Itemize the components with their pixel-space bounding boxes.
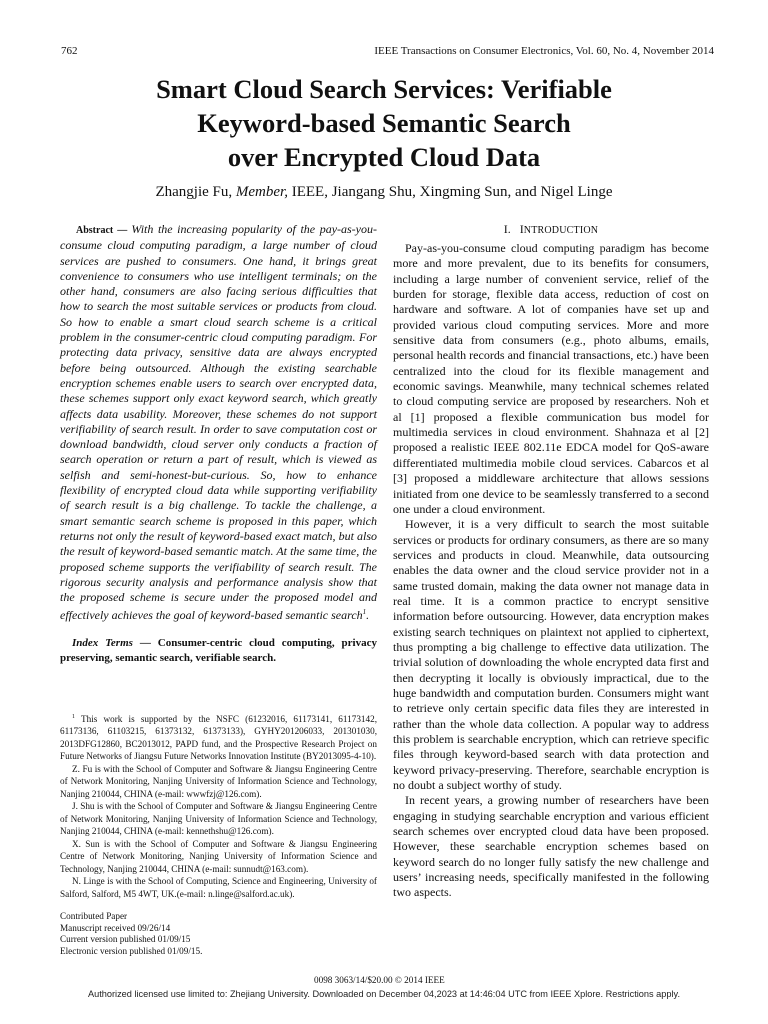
footnotes xyxy=(60,711,377,901)
author-list: Zhangjie Fu, Member, IEEE, Jiangang Shu, Xingming Sun, and Nigel Linge xyxy=(155,184,613,200)
abstract: Abstract — With the increasing popularity of the pay-as-you-consume cloud computing paradigm, a large number of cloud services are pushed to consumers. One hand, it brings great convenience to consumers who use intelligent terminals; on the other hand, consumers are also facing serious difficulties that how to search the most suitable services or products from cloud. So how to enable a smart cloud search scheme is a critical problem in the consumer-centric cloud computing paradigm. For protecting data privacy, sensitive data are always encrypted before being outsourced. Although the existing searchable encryption schemes enable users to search over encrypted data, these schemes support only exact keyword search, which greatly affects data usability. Moreover, these schemes do not support verifiability of search result. In order to save computation cost or download bandwidth, cloud server only conducts a fraction of search operation or return a part of result, which is viewed as selfish and semi-honest-but-curious. So, how to enhance flexibility of encrypted cloud data while supporting verifiability of search result is a big challenge. To tackle the challenge, a smart semantic search scheme is proposed in this paper, which returns not only the result of keyword-based exact match, but also the result of keyword-based semantic match. At the same time, the proposed scheme supports the verifiability of search result. The rigorous security analysis and performance analysis show that the proposed scheme is secure under the proposed model and effectively achieves the goal of keyword-based semantic search$^1$. xyxy=(60,222,377,623)
journal-header: IEEE Transactions on Consumer Electronics, Vol. 60, No. 4, November 2014 xyxy=(374,45,714,57)
abstract-text: With the increasing popularity of the pay-as-you-consume cloud computing paradigm, a large number of cloud services are pushed to consumers. One hand, it brings great convenience to consumers who use intelligent terminals; on the other hand, consumers are also facing serious difficulties that how to search the most suitable services or products from cloud. So how to enable a smart cloud search scheme is a critical problem in the consumer-centric cloud computing paradigm. For protecting data privacy, sensitive data are always encrypted before being outsourced. Although the existing searchable encryption schemes enable users to search over encrypted data, these schemes support only exact keyword search, which greatly affects data usability. Moreover, these schemes do not support verifiability of search result. In order to save computation cost or download bandwidth, cloud server only conducts a fraction of search operation or return a part of result, which is viewed as selfish and semi-honest-but-curious. So, how to enhance flexibility of encrypted cloud data while supporting verifiability of search result is a big challenge. To tackle the challenge, a smart semantic search scheme is proposed in this paper, which returns not only the result of keyword-based exact match, but also the result of keyword-based semantic match. At the same time, the proposed scheme supports the verifiability of search result. The rigorous security analysis and performance analysis show that the proposed scheme is secure under the proposed model and effectively achieves the goal of keyword-based semantic search xyxy=(60,222,377,623)
copyright: 0098 3063/14/$20.00 © 2014 IEEE xyxy=(314,975,445,985)
index-terms: Index Terms — Consumer-centric cloud computing, privacy preserving, semantic search, verifiable search. xyxy=(60,636,377,665)
title-line: over Encrypted Cloud Data xyxy=(227,142,541,172)
title-line: Keyword-based Semantic Search xyxy=(197,108,571,138)
paper-title xyxy=(60,72,708,174)
body-paragraph: However, it is a very difficult to search the most suitable services or products for ordinary consumers, as there are so many services and products in cloud. Meanwhile, data outsourcing enables the data owner and the cloud service provider not in a same trusted domain, making the data owner not manage data in real time. It is a common practice to encrypt sensitive information before outsourcing. However, data encryption makes existing search techniques on plaintext not applied to ciphertext, thus prompting a big challenge to effective data utilization. The trivial solution of downloading the whole encrypted data first and then decrypting it locally is obviously impractical, due to the huge bandwidth and computation burden. Consumers might want to retrieve only certain specific data files they are interested in rather than the whole data collection. A popular way to address this problem is searchable encryption, which can retrieve specific files through keyword-based search with data protection and keyword privacy-preserving. Therefore, searchable encryption is no doubt a subject worthy of study. xyxy=(393,517,709,793)
left-column xyxy=(60,222,377,957)
affiliation-note: Z. Fu is with the School of Computer and Software & Jiangsu Engineering Centre of Network Monitoring, Nanjing University of Information Science and Technology, Nanjing 210044, CHINA (e-mail: wwwfzj@126.com). xyxy=(60,763,377,799)
affiliation-note: N. Linge is with the School of Computing, Science and Engineering, University of Salford, Salford, M5 4WT, UK.(e-mail: n.linge@salford.ac.uk). xyxy=(60,876,377,899)
body-paragraph: Pay-as-you-consume cloud computing paradigm has become more and more prevalent, due to its benefits for consumers, including a large number of convenient service, relief of the burden for storage, flexible data access, reduction of cost on hardware and software. A lot of companies have set up and provided various cloud computing services. More and more sensitive data from consumers (e.g., photo albums, emails, personal health records and financial transactions, etc.) have been centralized into the cloud for its flexible management and economic savings. Meanwhile, many technical schemes related to cloud computing service are proposed by researchers. Noh et al [1] proposed a flexible communication bus model for multimedia services in cloud environment. Shahnaza et al [2] proposed a realistic IEEE 802.11e EDCA model for QoS-aware differentiated multimedia mobile cloud services. Cabarcos et al [3] proposed a middleware architecture that allows sessions initiated from one device to be seamlessly transferred to a second one under a cloud environment. xyxy=(393,241,709,516)
affiliation-note: J. Shu is with the School of Computer and Software & Jiangsu Engineering Centre of Network Monitoring, Nanjing University of Information Science and Technology, Nanjing 210044, CHINA (e-mail: kennethshu@126.com). xyxy=(60,801,377,837)
affiliation-note: X. Sun is with the School of Computer and Software & Jiangsu Engineering Centre of Network Monitoring, Nanjing University of Information Science and Technology, Nanjing 210044, CHINA (e-mail: sunnudt@163.com). xyxy=(60,838,377,874)
section-body xyxy=(393,241,709,901)
title-line: Smart Cloud Search Services: Verifiable xyxy=(156,74,612,104)
funding-note: $^1$ This work is supported by the NSFC (61232016, 61173141, 61173142, 61173136, 61103215, 61373132, 61373133), GYHY201206033, 201301030, 2013DFG12860, BC2013012, PAPD fund, and the Prospective Research Project on Future Networks of Jiangsu Future Networks Innovation Institute (BY2013095-4-10). xyxy=(60,713,377,762)
body-paragraph: In recent years, a growing number of researchers have been engaging in studying searchable encryption and various efficient search schemes over encrypted cloud data have been proposed. However, these searchable encryption schemes based on keyword search do no longer fully satisfy the new challenge and users’ increasing needs, specifically manifested in the following two aspects. xyxy=(393,793,709,900)
right-column xyxy=(393,222,709,901)
page-number: 762 xyxy=(61,45,78,57)
section-heading: I. INTRODUCTION xyxy=(503,222,599,236)
authorized-use-notice: Authorized licensed use limited to: Zhejiang University. Downloaded on December 04,2023 at 14:46:04 UTC from IEEE Xplore. Restrictions apply. xyxy=(87,989,681,999)
footnote-marker: 1 xyxy=(362,608,367,617)
abstract-label: Abstract xyxy=(76,225,114,236)
publication-info: Contributed Paper Manuscript received 09/26/14 Current version published 01/09/15 Electronic version published 01/09/15. xyxy=(60,911,203,956)
